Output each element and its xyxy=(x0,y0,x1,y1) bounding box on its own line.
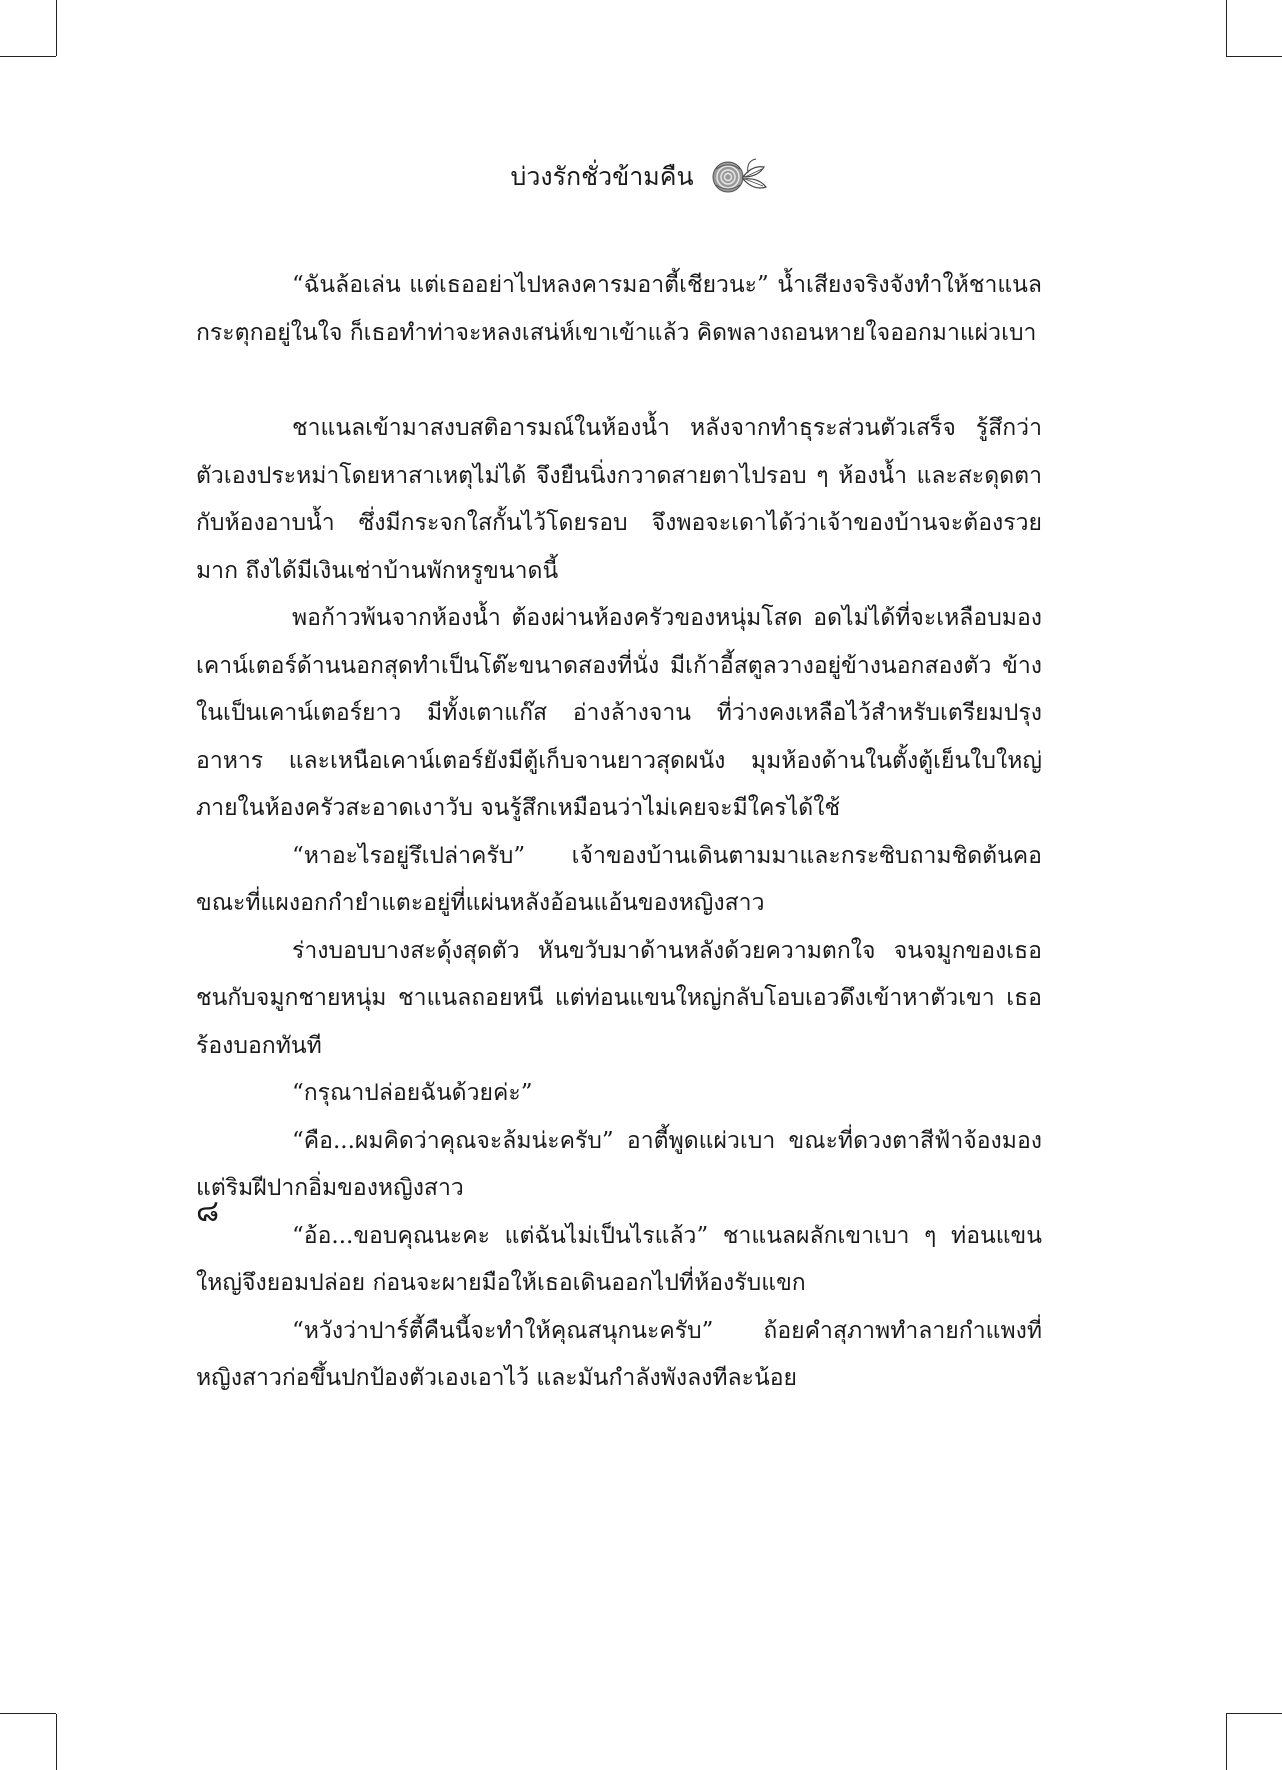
running-head-title: บ่วงรักชั่วข้ามคืน xyxy=(510,161,694,191)
paragraph: “คือ...ผมคิดว่าคุณจะล้มน่ะครับ” อาตี้พูดแผ่วเบา ขณะที่ดวงตาสีฟ้าจ้องมองแต่ริมฝีปากอิ่มของหญิงสาว xyxy=(196,1127,1042,1201)
paragraph: พอก้าวพ้นจากห้องน้ำ ต้องผ่านห้องครัวของหนุ่มโสด อดไม่ได้ที่จะเหลือบมอง เคาน์เตอร์ด้านนอกสุดทำเป็นโต๊ะขนาดสองที่นั่ง มีเก้าอี้สตูลวางอยู่ข้างนอกสองตัว ข้างในเป็นเคาน์เตอร์ยาว มีทั้งเตาแก๊ส อ่างล้างจาน ที่ว่างคงเหลือไว้สำหรับเตรียมปรุงอาหาร และเหนือเคาน์เตอร์ยังมีตู้เก็บจานยาวสุดผนัง มุมห้องด้านในตั้งตู้เย็นใบใหญ่ ภายในห้องครัวสะอาดเงาวับ จนรู้สึกเหมือนว่าไม่เคยจะมีใครได้ใช้ xyxy=(196,605,1042,821)
crop-mark-bottom-left-h xyxy=(0,1713,56,1714)
crop-mark-top-right-h xyxy=(1226,56,1282,57)
page-number: ๘ xyxy=(196,1194,220,1229)
crop-mark-top-left xyxy=(56,0,57,56)
paragraph: “อ้อ...ขอบคุณนะคะ แต่ฉันไม่เป็นไรแล้ว” ชาแนลผลักเขาเบา ๆ ท่อนแขนใหญ่จึงยอมปล่อย ก่อนจะผายมือให้เธอเดินออกไปที่ห้องรับแขก xyxy=(196,1222,1042,1296)
body-text xyxy=(196,262,1042,1403)
paragraph: “หาอะไรอยู่รึเปล่าครับ” เจ้าของบ้านเดินตามมาและกระซิบถามชิดต้นคอ ขณะที่แผงอกกำยำแตะอยู่ที่แผ่นหลังอ้อนแอ้นของหญิงสาว xyxy=(196,842,1042,916)
crop-mark-bottom-right-h xyxy=(1226,1713,1282,1714)
paragraph: “หวังว่าปาร์ตี้คืนนี้จะทำให้คุณสนุกนะครับ” ถ้อยคำสุภาพทำลายกำแพงที่หญิงสาวก่อขึ้นปกป้องตัวเองเอาไว้ และมันกำลังพังลงทีละน้อย xyxy=(196,1317,1042,1391)
paragraph: ชาแนลเข้ามาสงบสติอารมณ์ในห้องน้ำ หลังจากทำธุระส่วนตัวเสร็จ รู้สึกว่าตัวเองประหม่าโดยหาสาเหตุไม่ได้ จึงยืนนิ่งกวาดสายตาไปรอบ ๆ ห้องน้ำ และสะดุดตากับห้องอาบน้ำ ซึ่งมีกระจกใสกั้นไว้โดยรอบ จึงพอจะเดาได้ว่าเจ้าของบ้านจะต้องรวยมาก ถึงได้มีเงินเช่าบ้านพักหรูขนาดนี้ xyxy=(196,415,1042,584)
rose-icon xyxy=(710,157,772,197)
paragraph: “กรุณาปล่อยฉันด้วยค่ะ” xyxy=(292,1080,533,1106)
paragraph: ร่างบอบบางสะดุ้งสุดตัว หันขวับมาด้านหลังด้วยความตกใจ จนจมูกของเธอชนกับจมูกชายหนุ่ม ชาแนลถอยหนี แต่ท่อนแขนใหญ่กลับโอบเอวดึงเข้าหาตัวเขา เธอร้องบอกทันที xyxy=(196,937,1042,1059)
running-head xyxy=(0,155,1282,197)
paragraph: “ฉันล้อเล่น แต่เธออย่าไปหลงคารมอาตี้เชียวนะ” น้ำเสียงจริงจังทำให้ชาแนลกระตุกอยู่ในใจ ก็เธอทำท่าจะหลงเสน่ห์เขาเข้าแล้ว คิดพลางถอนหายใจออกมาแผ่วเบา xyxy=(196,272,1042,346)
crop-mark-bottom-right xyxy=(1226,1714,1227,1770)
crop-mark-bottom-left xyxy=(56,1714,57,1770)
crop-mark-top-right xyxy=(1226,0,1227,56)
crop-mark-top-left-h xyxy=(0,56,56,57)
